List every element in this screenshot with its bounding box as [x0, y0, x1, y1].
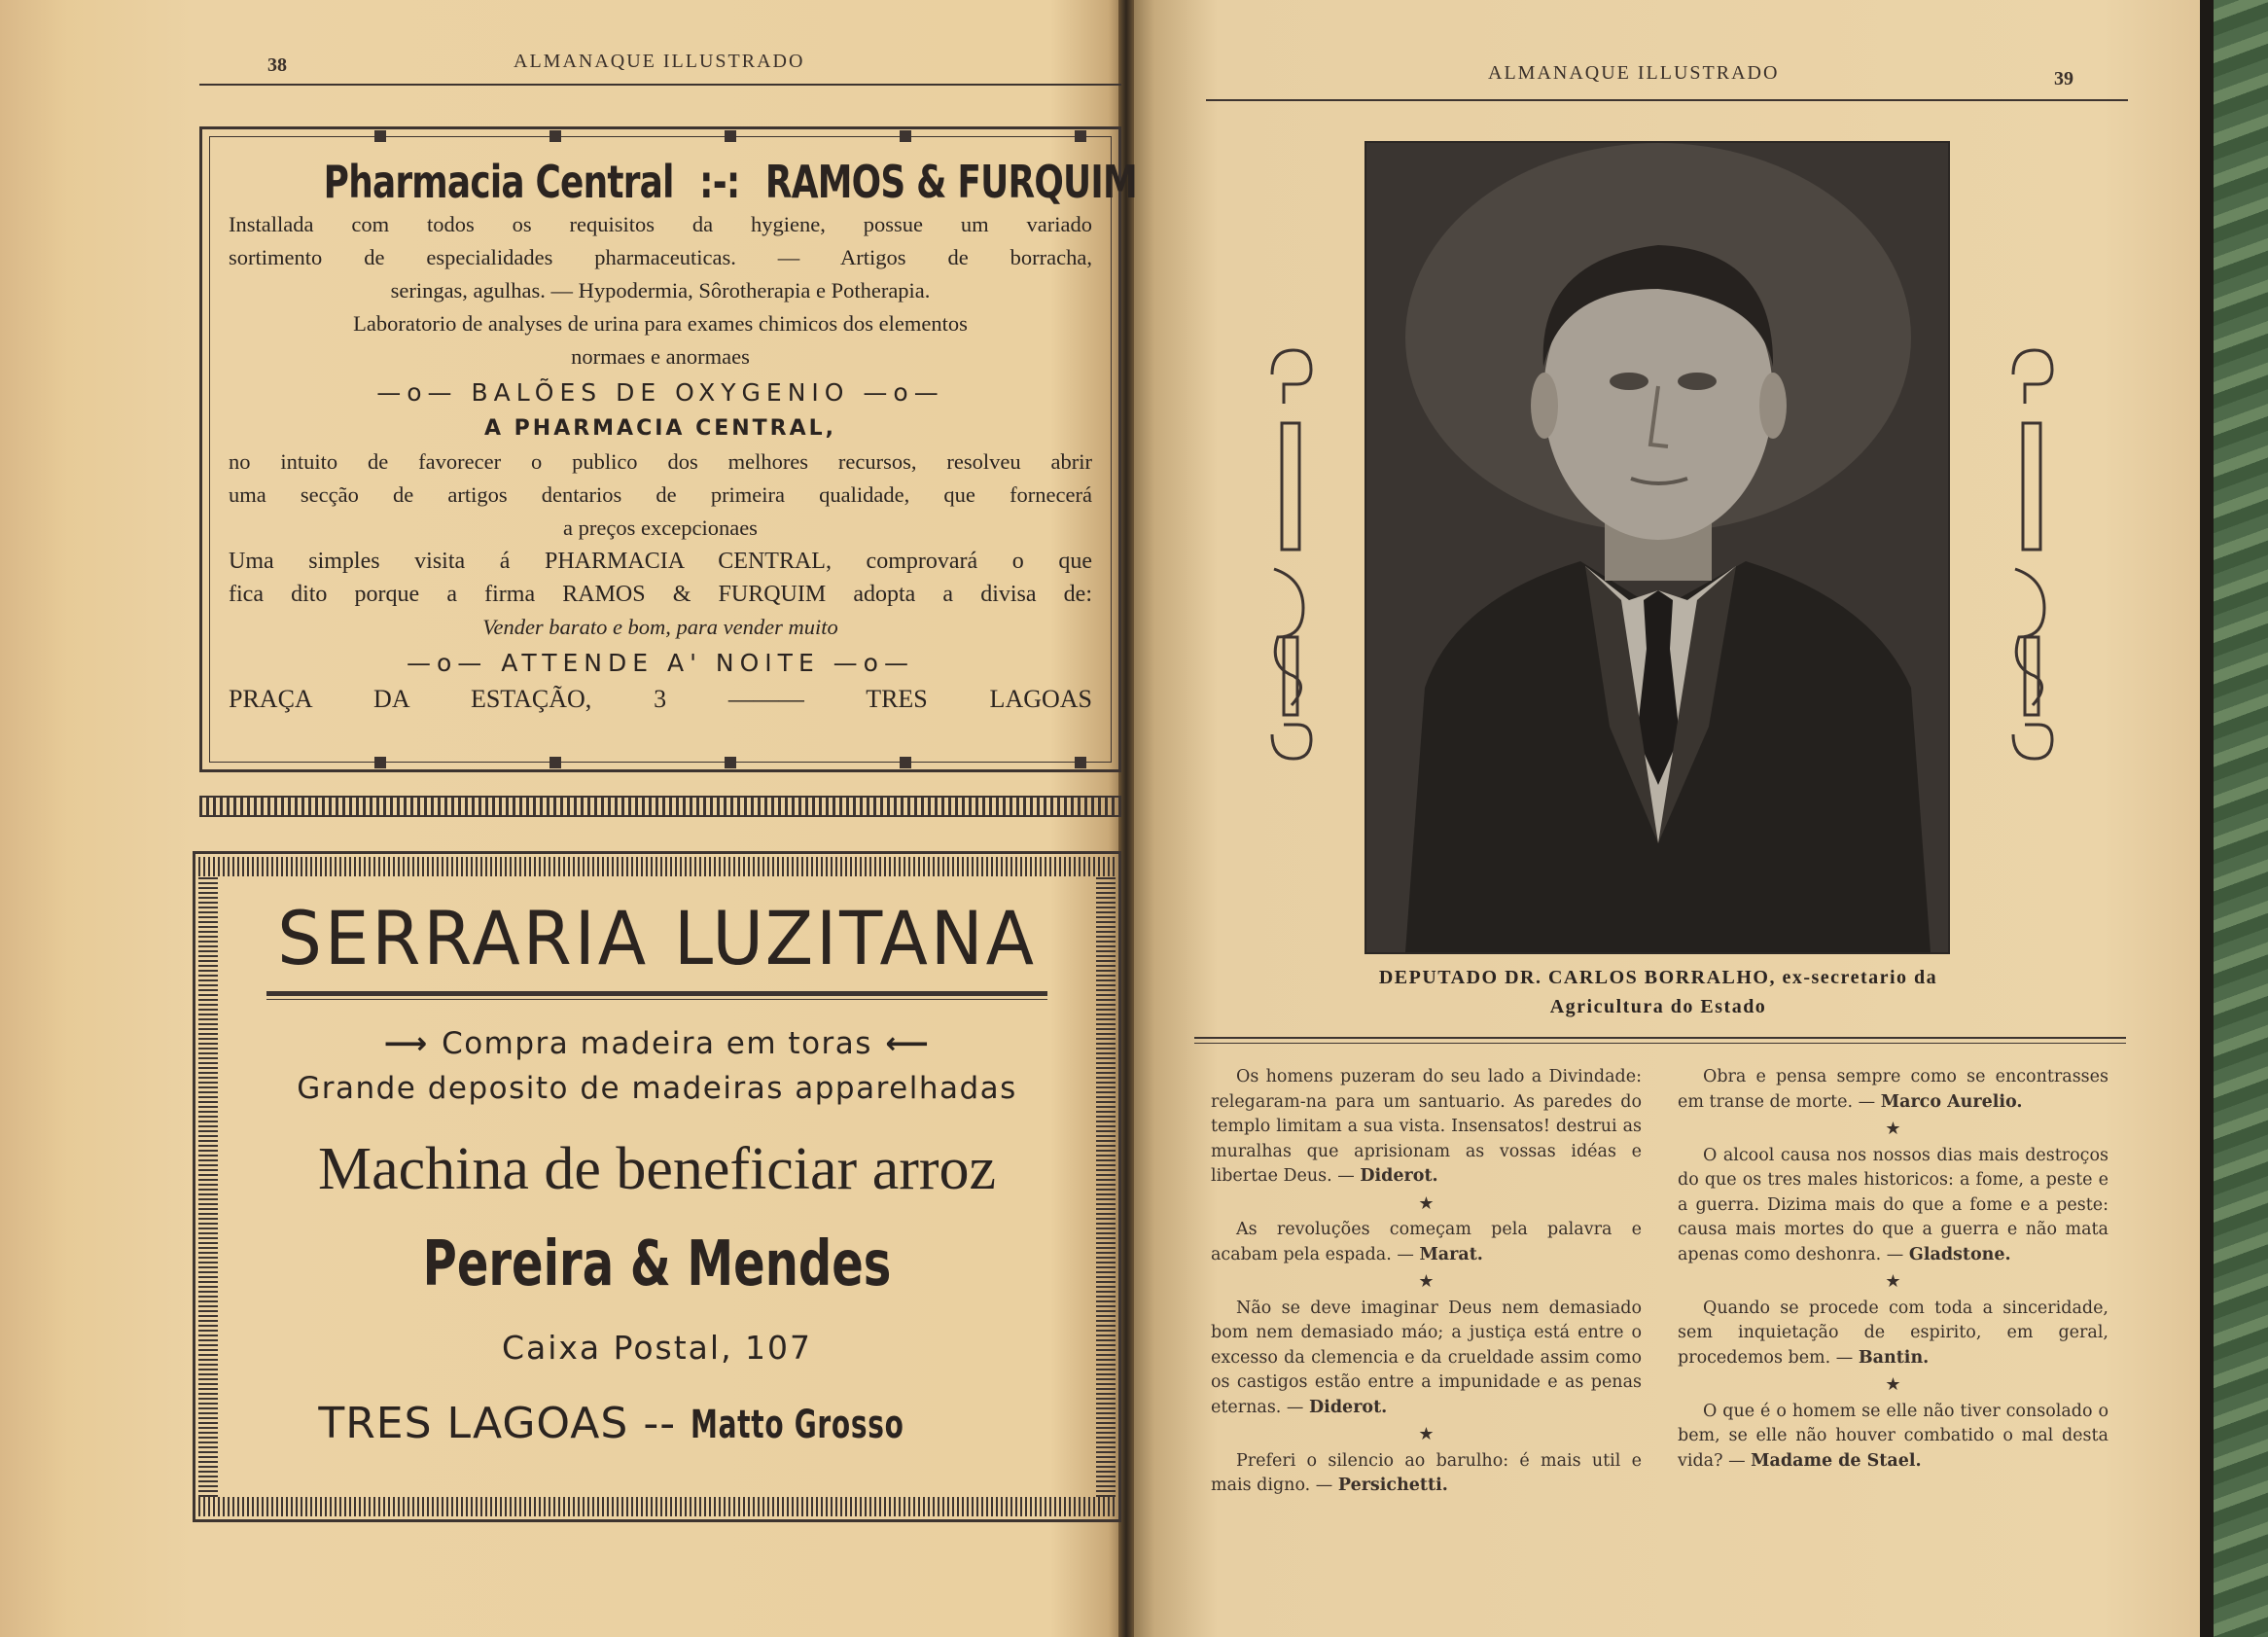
art-nouveau-ornament-right: [2005, 345, 2058, 764]
attende-line: —o— ATTENDE A' NOITE —o—: [407, 649, 914, 677]
frame-ornament-bottom: [198, 1497, 1116, 1516]
frame-ornament-top: [198, 857, 1116, 876]
portrait-caption: [1323, 963, 1994, 1021]
ad-text-line: uma secção de artigos dentarios de primeira qualidade, que fornecerá: [229, 482, 1092, 507]
quote-author: Diderot.: [1309, 1397, 1388, 1417]
title-rule: [266, 991, 1047, 1000]
quote-author: Marco Aurelio.: [1880, 1091, 2023, 1112]
star-icon: ★: [1885, 1271, 1901, 1292]
quote: [1678, 1065, 2109, 1115]
quote-text: As revoluções começam pela palavra e acabam pela espada. —: [1211, 1220, 1642, 1264]
serraria-luzitana-ad: [193, 851, 1121, 1522]
header-rule-left: [199, 84, 1121, 86]
baloes-line: —o— BALÕES DE OXYGENIO —o—: [376, 378, 944, 407]
ad-text-line: seringas, agulhas. — Hypodermia, Sôrotherapia e Potherapia.: [390, 278, 931, 302]
art-nouveau-ornament-left: [1264, 345, 1317, 764]
quotes-column-left: [1211, 1065, 1642, 1499]
state-name: Matto Grosso: [691, 1403, 904, 1447]
ad-text-line: Installada com todos os requisitos da hygiene, possue um variado: [229, 212, 1092, 236]
ad-text-line: sortimento de especialidades pharmaceuticas. — Artigos de borracha,: [229, 245, 1092, 269]
quotes-column-right: [1678, 1065, 2109, 1474]
quote-text: Os homens puzeram do seu lado a Divindade: relegaram-na para um santuario. As paredes do templo limitam a sua vista. Insensatos! destrui as muralhas que aprisionam as vossas idéas e libertae Deus. —: [1211, 1067, 1642, 1186]
quote: [1678, 1400, 2109, 1475]
quote-text: O alcool causa nos nossos dias mais destroços do que os tres males historicos: a fome, a peste e a guerra. Dizima mais do que a fome e a peste: causa mais mortes do que a guerra e não mata apenas como deshonra. —: [1678, 1145, 2109, 1264]
frame-ornament-top: [219, 130, 1102, 142]
ad-text-line: normaes e anormaes: [571, 344, 750, 369]
book-cover-edge: [2200, 0, 2268, 1637]
caption-line-2: Agricultura do Estado: [1549, 996, 1767, 1017]
buy-line: [228, 1021, 1086, 1066]
running-head-left: ALMANAQUE ILLUSTRADO: [514, 51, 805, 72]
running-head-right: ALMANAQUE ILLUSTRADO: [1488, 62, 1780, 84]
ad-text-line: Laboratorio de analyses de urina para exames chimicos dos elementos: [353, 311, 968, 336]
ad-text-line: no intuito de favorecer o publico dos melhores recursos, resolveu abrir: [229, 449, 1092, 474]
quote-author: Diderot.: [1360, 1166, 1438, 1186]
page-number-left: 38: [267, 54, 287, 76]
header-rule-right: [1206, 99, 2128, 101]
quote: [1678, 1144, 2109, 1268]
ad-text-line: a preços excepcionaes: [563, 516, 758, 540]
address-city: TRES LAGOAS: [866, 685, 1093, 713]
portrait-photo: [1364, 141, 1950, 954]
deposit-line: Grande deposito de madeiras apparelhadas: [297, 1071, 1017, 1106]
star-icon: ★: [1418, 1192, 1435, 1214]
frame-ornament-right: [1096, 876, 1116, 1497]
city-name: TRES LAGOAS: [318, 1399, 629, 1448]
quote-author: Bantin.: [1858, 1347, 1930, 1368]
location-line: [228, 1385, 1086, 1464]
caption-rule-thin: [1194, 1043, 2126, 1044]
frame-ornament-left: [198, 876, 218, 1497]
quote-author: Madame de Stael.: [1751, 1450, 1922, 1471]
pharmacia-subheading: A PHARMACIA CENTRAL,: [483, 416, 837, 441]
quote: [1211, 1449, 1642, 1499]
serraria-title: SERRARIA LUZITANA: [277, 895, 1037, 981]
page-number-right: 39: [2054, 68, 2073, 89]
quote: [1678, 1297, 2109, 1371]
frame-ornament-bottom: [219, 757, 1102, 768]
company-name: Pereira & Mendes: [422, 1228, 892, 1300]
pharmacia-central-ad: [199, 126, 1137, 772]
quote-text: O que é o homem se elle não tiver consolado o bem, se elle não houver combatido o mal desta vida? —: [1678, 1401, 2109, 1471]
motto: Vender barato e bom, para vender muito: [482, 615, 838, 639]
quote-author: Persichetti.: [1337, 1476, 1448, 1495]
postal-box: Caixa Postal, 107: [501, 1329, 813, 1367]
star-icon: ★: [1418, 1271, 1435, 1292]
pharmacia-content: [229, 156, 1137, 716]
buy-text: Compra madeira em toras: [442, 1026, 872, 1061]
star-icon: ★: [1418, 1424, 1435, 1444]
caption-rule: [1194, 1037, 2126, 1039]
serraria-content: [228, 890, 1086, 1464]
greek-key-border: [199, 796, 1121, 817]
quote-author: Marat.: [1419, 1244, 1483, 1264]
quote: [1211, 1297, 1642, 1421]
quote-text: Obra e pensa sempre como se encontrasses em transe de morte. —: [1678, 1067, 2109, 1112]
pharmacia-title: [323, 156, 1137, 208]
arrow-ornament-icon: ⟵: [885, 1026, 931, 1061]
ad-text-line: fica dito porque a firma RAMOS & FURQUIM adopta a divisa de:: [229, 582, 1092, 607]
quote-text: Preferi o silencio ao barulho: é mais util e mais digno. —: [1211, 1450, 1642, 1495]
address-street: PRAÇA DA ESTAÇÃO, 3: [229, 685, 667, 713]
firm-name: RAMOS & FURQUIM: [764, 156, 1137, 208]
caption-line-1: DEPUTADO DR. CARLOS BORRALHO, ex-secretario da: [1378, 967, 1938, 988]
quote-text: Quando se procede com toda a sinceridade, sem inquietação de espirito, em geral, procedemos bem. —: [1678, 1298, 2109, 1368]
arrow-ornament-icon: ⟶: [383, 1026, 429, 1061]
star-icon: ★: [1885, 1119, 1901, 1139]
portrait-illustration: [1366, 143, 1948, 952]
quote-text: Não se deve imaginar Deus nem demasiado bom nem demasiado máo; a justiça está entre o excesso da clemencia e da crueldade assim como os castigos estão entre a impunidade e as penas eternas. —: [1211, 1298, 1642, 1417]
quote-author: Gladstone.: [1908, 1244, 2011, 1264]
star-icon: ★: [1885, 1374, 1901, 1395]
ad-text-line: Uma simples visita á PHARMACIA CENTRAL, comprovará o que: [229, 549, 1092, 574]
quote: [1211, 1218, 1642, 1267]
address-separator: ———: [727, 685, 804, 713]
machina-line: Machina de beneficiar arroz: [317, 1136, 997, 1202]
address-line: [229, 683, 1092, 716]
city-separator: --: [643, 1399, 677, 1448]
title-separator: :-:: [699, 156, 740, 208]
pharmacia-name: Pharmacia Central: [323, 156, 674, 208]
quote: [1211, 1065, 1642, 1190]
